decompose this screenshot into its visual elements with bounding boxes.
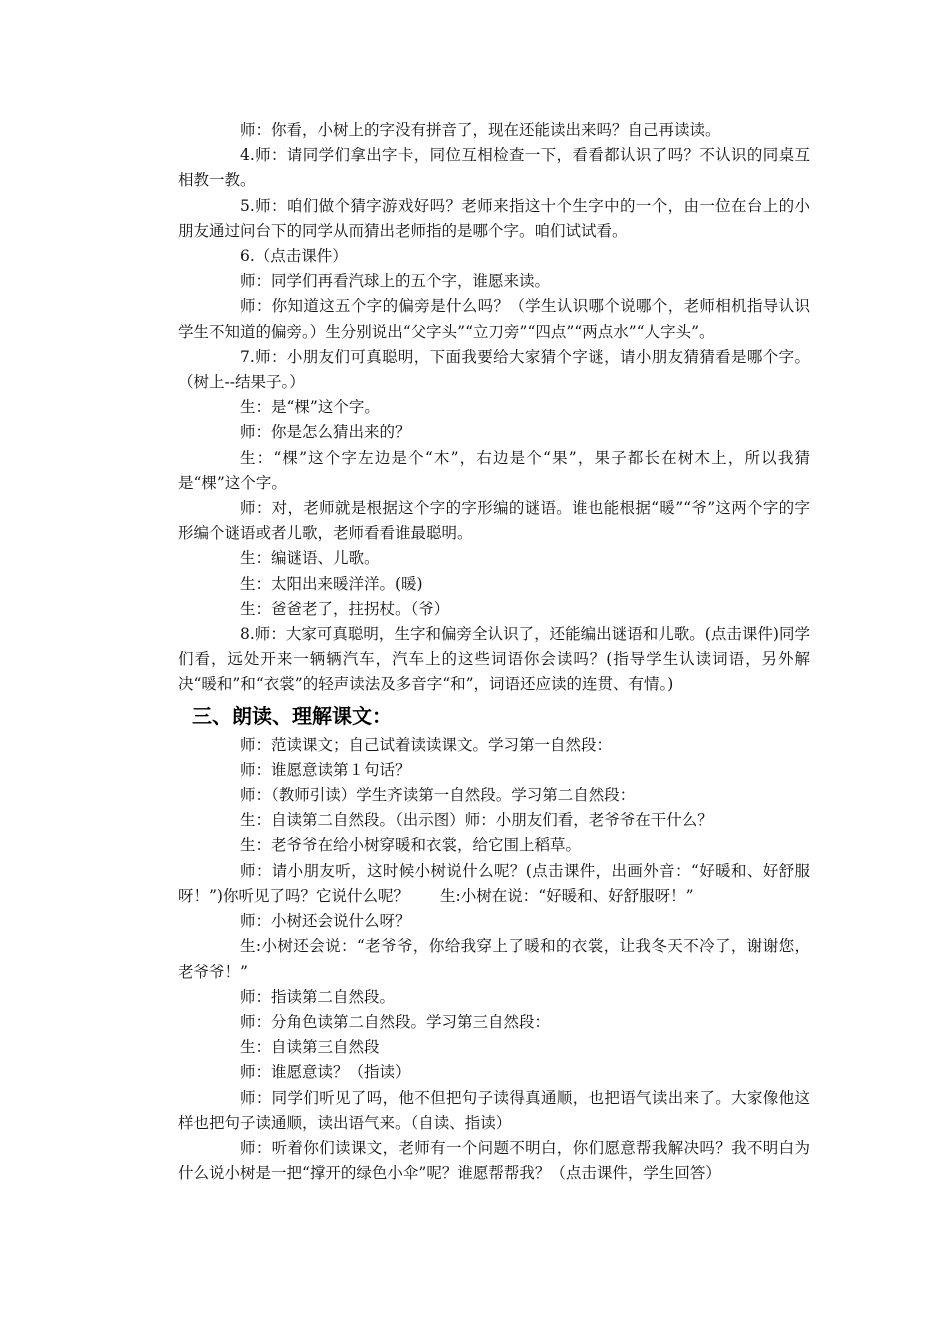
paragraph: 生：编谜语、儿歌。: [240, 549, 380, 568]
paragraph: 生：自读第二自然段。（出示图）师：小朋友们看，老爷爷在干什么？: [240, 811, 713, 830]
paragraph: 师：同学们再看汽球上的五个字，谁愿来读。: [240, 272, 551, 291]
paragraph: 生：爸爸老了，拄拐杖。（爷）: [240, 599, 450, 618]
paragraph: 师：小树还会说什么呀？: [240, 912, 411, 931]
document-body: [178, 118, 810, 1186]
paragraph: 师：你是怎么猜出来的？: [240, 423, 411, 442]
paragraph: 师：你看，小树上的字没有拼音了，现在还能读出来吗？自己再读读。: [240, 121, 721, 139]
paragraph: 6.（点击课件）: [240, 247, 348, 266]
paragraph: 师：听着你们读课文，老师有一个问题不明白，你们愿意帮我解决吗？我不明白为什么说小树是一把“撑开的绿色小伞”呢？谁愿帮帮我？（点击课件，学生回答）: [178, 1138, 810, 1183]
paragraph: 7.师：小朋友们可真聪明，下面我要给大家猜个字谜，请小朋友猜猜看是哪个字。（树上--结果子。）: [178, 347, 810, 392]
section-reading: [178, 733, 810, 1187]
section-heading: 三、朗读、理解课文：: [192, 703, 392, 728]
paragraph: 师：谁愿意读？（指读）: [240, 1063, 411, 1082]
paragraph: 师：同学们听见了吗，他不但把句子读得真通顺，也把语气读出来了。大家像他这样也把句子读通顺，读出语气来。（自读、指读）: [178, 1088, 810, 1132]
paragraph: 师：谁愿意读第１句话？: [240, 760, 411, 779]
paragraph: 师：请小朋友听，这时候小树说什么呢？(点击课件，出画外音：“好暖和、好舒服呀！”)你听见了吗？它说什么呢？ 生:小树在说：“好暖和、好舒服呀！”: [178, 861, 810, 905]
paragraph: 师：你知道这五个字的偏旁是什么吗？（学生认识哪个说哪个，老师相机指导认识学生不知道的偏旁。）生分别说出“父字头”“立刀旁”“四点”“两点水”“人字头”。: [178, 297, 810, 341]
paragraph: 5.师：咱们做个猜字游戏好吗？老师来指这十个生字中的一个，由一位在台上的小朋友通过问台下的同学从而猜出老师指的是哪个字。咱们试试看。: [178, 196, 810, 240]
paragraph: 师：指读第二自然段。: [240, 987, 396, 1006]
paragraph: 师：（教师引读）学生齐读第一自然段。学习第二自然段：: [240, 786, 636, 805]
paragraph: 生：老爷爷在给小树穿暖和衣裳，给它围上稻草。: [240, 836, 582, 855]
paragraph: 8.师：大家可真聪明，生字和偏旁全认识了，还能编出谜语和儿歌。(点击课件)同学们看，远处开来一辆辆汽车，汽车上的这些词语你会读吗？(指导学生认读词语，另外解决“暖和”和“衣裳”的轻声读法及多音字“和”，词语还应读的连贯、有情。): [178, 625, 810, 694]
paragraph: 师：范读课文；自己试着读读课文。学习第一自然段：: [240, 735, 613, 754]
paragraph: 师：分角色读第二自然段。学习第三自然段：: [240, 1012, 551, 1031]
section-literacy: [178, 118, 810, 698]
paragraph: 师：对，老师就是根据这个字的字形编的谜语。谁也能根据“暖”“爷”这两个字的字形编个谜语或者儿歌，老师看看谁最聪明。: [178, 499, 810, 543]
paragraph: 生:小树还会说：“老爷爷，你给我穿上了暖和的衣裳，让我冬天不冷了，谢谢您，老爷爷！”: [178, 937, 810, 981]
paragraph: 4.师：请同学们拿出字卡，同位互相检查一下，看看都认识了吗？不认识的同桌互相教一教。: [178, 146, 810, 190]
paragraph: 生：自读第三自然段: [240, 1038, 380, 1057]
paragraph: 生：太阳出来暖洋洋。(暖): [240, 574, 423, 593]
paragraph: 生：是“棵”这个字。: [240, 398, 380, 417]
paragraph: 生：“棵”这个字左边是个“木”，右边是个“果”，果子都长在树木上，所以我猜是“棵”这个字。: [178, 448, 810, 492]
